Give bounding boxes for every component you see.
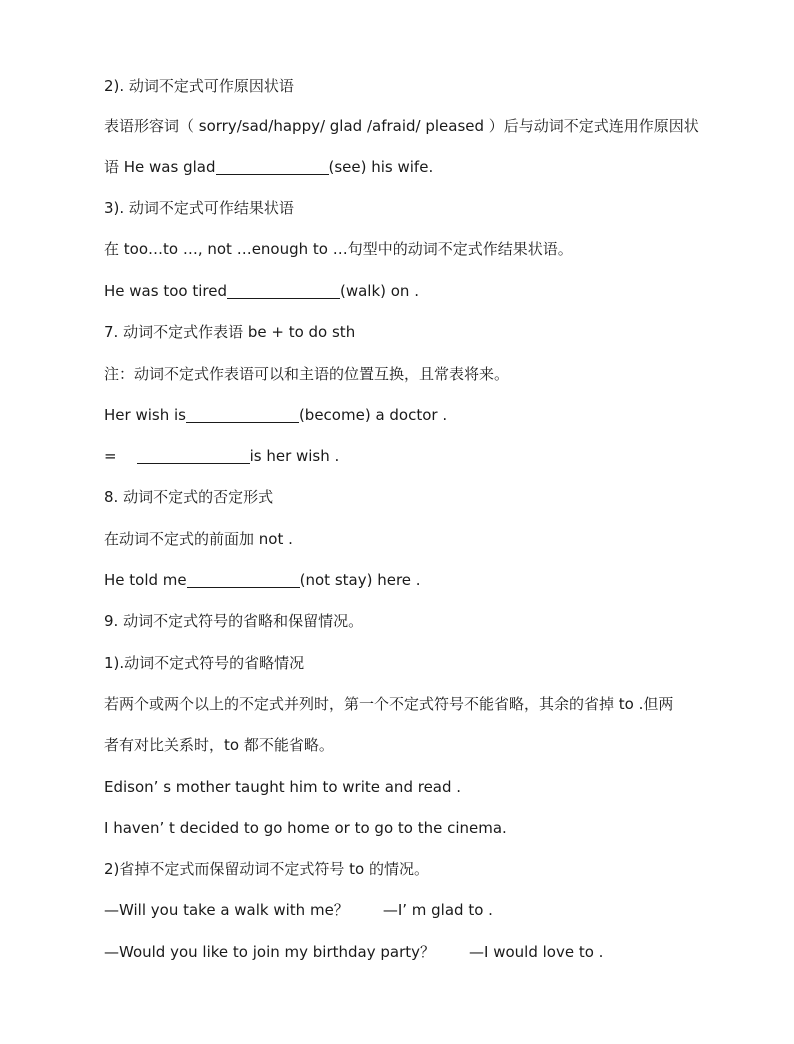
heading-omission: 9. 动词不定式符号的省略和保留情况。 [104,612,364,630]
subheading-retain-to: 2)省掉不定式而保留动词不定式符号 to 的情况。 [104,860,429,878]
text-adjective-rule: 表语形容词（ sorry/sad/happy/ glad /afraid/ pleased ）后与动词不定式连用作原因状 [104,117,699,135]
answer-blank[interactable] [187,570,300,588]
exercise-equals-wish: = is her wish . [104,447,340,465]
answer-blank[interactable] [186,405,299,423]
text-too-to-rule: 在 too…to …, not …enough to …句型中的动词不定式作结果状语。 [104,240,573,258]
dialogue-walk: —Will you take a walk with me？ —I’ m glad to . [104,901,493,919]
example-cinema: I haven’ t decided to go home or to go to the cinema. [104,819,507,837]
exercise-wish-become: Her wish is (become) a doctor . [104,406,448,424]
heading-negative-form: 8. 动词不定式的否定形式 [104,488,274,506]
heading-result-adverbial: 3). 动词不定式可作结果状语 [104,199,294,217]
exercise-not-stay: He told me (not stay) here . [104,571,421,589]
text-parallel-rule: 若两个或两个以上的不定式并列时，第一个不定式符号不能省略，其余的省掉 to .但两 [104,695,674,713]
heading-cause-adverbial: 2). 动词不定式可作原因状语 [104,77,294,95]
text-add-not: 在动词不定式的前面加 not . [104,530,293,548]
subheading-omission-cases: 1).动词不定式符号的省略情况 [104,654,305,672]
exercise-tired-walk: He was too tired (walk) on . [104,282,419,300]
note-predicative: 注：动词不定式作表语可以和主语的位置互换，且常表将来。 [104,365,510,383]
text-contrast-rule: 者有对比关系时，to 都不能省略。 [104,736,334,754]
exercise-glad-see: 语 He was glad (see) his wife. [104,158,434,176]
answer-blank[interactable] [137,446,250,464]
answer-blank[interactable] [227,281,340,299]
dialogue-party: —Would you like to join my birthday party？ —I would love to . [104,943,604,961]
answer-blank[interactable] [216,157,329,175]
example-edison: Edison’ s mother taught him to write and read . [104,778,462,796]
heading-predicative: 7. 动词不定式作表语 be + to do sth [104,323,356,341]
